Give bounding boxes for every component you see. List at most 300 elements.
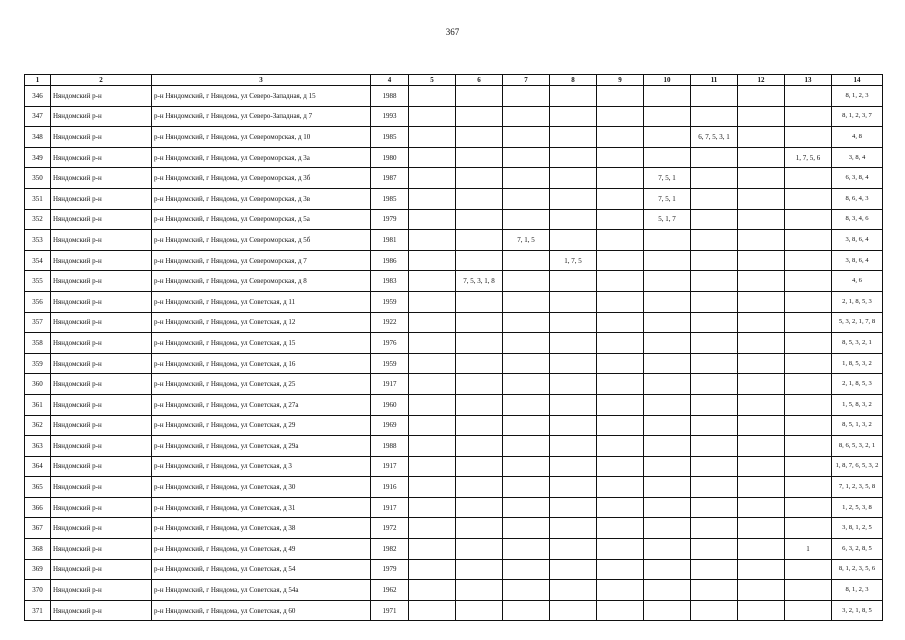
cell-col-11 (691, 353, 738, 374)
cell-year: 1988 (371, 436, 409, 457)
cell-row-number: 366 (25, 497, 51, 518)
cell-col-14: 8, 5, 1, 3, 2 (832, 415, 883, 436)
cell-address: р-н Няндомский, г Няндома, ул Северо-Западная, д 7 (152, 106, 371, 127)
cell-district: Няндомский р-н (51, 291, 152, 312)
cell-col-9 (597, 456, 644, 477)
cell-year: 1988 (371, 86, 409, 107)
table-row (25, 374, 883, 395)
cell-address: р-н Няндомский, г Няндома, ул Советская, д 11 (152, 291, 371, 312)
cell-district: Няндомский р-н (51, 147, 152, 168)
cell-col-11 (691, 312, 738, 333)
cell-col-6 (456, 353, 503, 374)
cell-col-7 (503, 127, 550, 148)
cell-col-7 (503, 436, 550, 457)
cell-address: р-н Няндомский, г Няндома, ул Североморская, д 8 (152, 271, 371, 292)
cell-col-6 (456, 497, 503, 518)
cell-address: р-н Няндомский, г Няндома, ул Советская, д 25 (152, 374, 371, 395)
cell-col-13 (785, 291, 832, 312)
table-row (25, 600, 883, 621)
cell-year: 1979 (371, 559, 409, 580)
cell-col-10 (644, 333, 691, 354)
cell-district: Няндомский р-н (51, 312, 152, 333)
cell-col-7 (503, 168, 550, 189)
cell-col-11 (691, 559, 738, 580)
table-row (25, 436, 883, 457)
cell-col-9 (597, 497, 644, 518)
cell-col-11 (691, 374, 738, 395)
cell-col-10 (644, 394, 691, 415)
cell-col-14: 3, 8, 1, 2, 5 (832, 518, 883, 539)
cell-col-12 (738, 559, 785, 580)
table-row (25, 230, 883, 251)
cell-col-11 (691, 230, 738, 251)
cell-col-8 (550, 168, 597, 189)
cell-col-8 (550, 312, 597, 333)
cell-col-5 (409, 456, 456, 477)
cell-year: 1960 (371, 394, 409, 415)
cell-col-5 (409, 188, 456, 209)
cell-year: 1983 (371, 271, 409, 292)
cell-col-7 (503, 394, 550, 415)
cell-col-7 (503, 209, 550, 230)
cell-year: 1917 (371, 374, 409, 395)
cell-col-12 (738, 209, 785, 230)
cell-col-13 (785, 415, 832, 436)
cell-col-6 (456, 106, 503, 127)
table-row (25, 86, 883, 107)
cell-col-6 (456, 312, 503, 333)
cell-address: р-н Няндомский, г Няндома, ул Советская, д 30 (152, 477, 371, 498)
cell-col-9 (597, 168, 644, 189)
cell-col-6 (456, 291, 503, 312)
cell-col-13 (785, 312, 832, 333)
cell-col-14: 3, 8, 4 (832, 147, 883, 168)
cell-col-10 (644, 312, 691, 333)
cell-col-11 (691, 250, 738, 271)
cell-year: 1993 (371, 106, 409, 127)
cell-col-7 (503, 518, 550, 539)
cell-col-9 (597, 518, 644, 539)
cell-col-10 (644, 291, 691, 312)
cell-col-5 (409, 147, 456, 168)
cell-col-9 (597, 539, 644, 560)
cell-row-number: 368 (25, 539, 51, 560)
cell-address: р-н Няндомский, г Няндома, ул Советская, д 12 (152, 312, 371, 333)
cell-col-11 (691, 436, 738, 457)
building-register-table (24, 74, 883, 621)
cell-district: Няндомский р-н (51, 86, 152, 107)
table-row (25, 497, 883, 518)
cell-col-6 (456, 168, 503, 189)
cell-col-6 (456, 394, 503, 415)
column-header-6: 6 (456, 75, 503, 86)
cell-col-11 (691, 291, 738, 312)
cell-col-12 (738, 127, 785, 148)
cell-address: р-н Няндомский, г Няндома, ул Североморская, д 3в (152, 188, 371, 209)
cell-col-9 (597, 477, 644, 498)
cell-col-9 (597, 394, 644, 415)
cell-col-9 (597, 127, 644, 148)
cell-district: Няндомский р-н (51, 127, 152, 148)
column-header-10: 10 (644, 75, 691, 86)
cell-col-7 (503, 106, 550, 127)
cell-row-number: 350 (25, 168, 51, 189)
cell-col-10 (644, 86, 691, 107)
cell-col-14: 4, 6 (832, 271, 883, 292)
cell-row-number: 363 (25, 436, 51, 457)
cell-col-14: 8, 5, 3, 2, 1 (832, 333, 883, 354)
table-row (25, 559, 883, 580)
cell-col-12 (738, 188, 785, 209)
table-row (25, 106, 883, 127)
cell-col-8 (550, 271, 597, 292)
cell-col-6 (456, 188, 503, 209)
cell-year: 1969 (371, 415, 409, 436)
cell-col-14: 1, 8, 5, 3, 2 (832, 353, 883, 374)
cell-col-5 (409, 86, 456, 107)
cell-col-13 (785, 188, 832, 209)
cell-year: 1917 (371, 497, 409, 518)
cell-year: 1972 (371, 518, 409, 539)
cell-address: р-н Няндомский, г Няндома, ул Североморская, д 5б (152, 230, 371, 251)
cell-col-14: 3, 2, 1, 8, 5 (832, 600, 883, 621)
cell-col-9 (597, 106, 644, 127)
cell-col-14: 1, 2, 5, 3, 8 (832, 497, 883, 518)
cell-address: р-н Няндомский, г Няндома, ул Советская, д 16 (152, 353, 371, 374)
cell-address: р-н Няндомский, г Няндома, ул Североморская, д 3а (152, 147, 371, 168)
cell-col-14: 3, 8, 6, 4 (832, 230, 883, 251)
cell-year: 1986 (371, 250, 409, 271)
cell-col-12 (738, 415, 785, 436)
cell-col-5 (409, 497, 456, 518)
cell-col-13 (785, 230, 832, 251)
cell-col-13 (785, 127, 832, 148)
cell-year: 1987 (371, 168, 409, 189)
cell-col-9 (597, 580, 644, 601)
table-row (25, 518, 883, 539)
cell-row-number: 365 (25, 477, 51, 498)
cell-col-13 (785, 353, 832, 374)
cell-col-8 (550, 353, 597, 374)
cell-col-9 (597, 333, 644, 354)
cell-col-10 (644, 271, 691, 292)
cell-col-11 (691, 394, 738, 415)
cell-col-5 (409, 271, 456, 292)
cell-col-12 (738, 456, 785, 477)
cell-col-10 (644, 497, 691, 518)
cell-col-14: 8, 6, 5, 3, 2, 1 (832, 436, 883, 457)
cell-col-10 (644, 477, 691, 498)
cell-col-11 (691, 539, 738, 560)
cell-district: Няндомский р-н (51, 580, 152, 601)
cell-row-number: 347 (25, 106, 51, 127)
cell-district: Няндомский р-н (51, 230, 152, 251)
cell-row-number: 357 (25, 312, 51, 333)
cell-col-14: 8, 1, 2, 3 (832, 86, 883, 107)
cell-col-6: 7, 5, 3, 1, 8 (456, 271, 503, 292)
cell-address: р-н Няндомский, г Няндома, ул Северо-Западная, д 15 (152, 86, 371, 107)
cell-col-14: 6, 3, 2, 8, 5 (832, 539, 883, 560)
cell-col-7: 7, 1, 5 (503, 230, 550, 251)
cell-year: 1959 (371, 353, 409, 374)
header-row (25, 75, 883, 86)
cell-col-14: 8, 1, 2, 3 (832, 580, 883, 601)
cell-col-12 (738, 250, 785, 271)
cell-col-14: 7, 1, 2, 3, 5, 8 (832, 477, 883, 498)
cell-col-12 (738, 477, 785, 498)
table-row (25, 168, 883, 189)
cell-row-number: 349 (25, 147, 51, 168)
cell-col-6 (456, 374, 503, 395)
cell-col-13 (785, 497, 832, 518)
cell-col-5 (409, 518, 456, 539)
cell-col-14: 8, 6, 4, 3 (832, 188, 883, 209)
cell-col-10: 7, 5, 1 (644, 168, 691, 189)
cell-col-9 (597, 230, 644, 251)
cell-col-8 (550, 415, 597, 436)
cell-col-8 (550, 374, 597, 395)
cell-col-11 (691, 518, 738, 539)
cell-row-number: 362 (25, 415, 51, 436)
column-header-9: 9 (597, 75, 644, 86)
cell-col-14: 8, 1, 2, 3, 5, 6 (832, 559, 883, 580)
cell-col-6 (456, 127, 503, 148)
cell-row-number: 346 (25, 86, 51, 107)
cell-col-11 (691, 188, 738, 209)
cell-row-number: 360 (25, 374, 51, 395)
cell-row-number: 348 (25, 127, 51, 148)
cell-year: 1962 (371, 580, 409, 601)
cell-col-7 (503, 353, 550, 374)
column-header-5: 5 (409, 75, 456, 86)
cell-col-9 (597, 353, 644, 374)
cell-district: Няндомский р-н (51, 168, 152, 189)
cell-col-14: 1, 5, 8, 3, 2 (832, 394, 883, 415)
cell-col-6 (456, 559, 503, 580)
cell-year: 1917 (371, 456, 409, 477)
cell-col-13 (785, 86, 832, 107)
cell-col-10 (644, 127, 691, 148)
cell-year: 1971 (371, 600, 409, 621)
cell-row-number: 352 (25, 209, 51, 230)
column-header-8: 8 (550, 75, 597, 86)
cell-col-6 (456, 436, 503, 457)
cell-col-5 (409, 209, 456, 230)
cell-year: 1985 (371, 127, 409, 148)
cell-col-11: 6, 7, 5, 3, 1 (691, 127, 738, 148)
cell-col-6 (456, 580, 503, 601)
cell-col-10 (644, 539, 691, 560)
cell-col-7 (503, 188, 550, 209)
cell-col-11 (691, 333, 738, 354)
cell-col-6 (456, 333, 503, 354)
cell-col-7 (503, 271, 550, 292)
table-row (25, 188, 883, 209)
cell-row-number: 359 (25, 353, 51, 374)
cell-col-10 (644, 230, 691, 251)
cell-address: р-н Няндомский, г Няндома, ул Советская, д 60 (152, 600, 371, 621)
cell-district: Няндомский р-н (51, 106, 152, 127)
cell-col-14: 4, 8 (832, 127, 883, 148)
cell-col-5 (409, 436, 456, 457)
cell-col-12 (738, 230, 785, 251)
table-row (25, 312, 883, 333)
cell-col-7 (503, 86, 550, 107)
cell-col-10 (644, 559, 691, 580)
cell-col-12 (738, 168, 785, 189)
cell-district: Няндомский р-н (51, 415, 152, 436)
cell-col-13 (785, 333, 832, 354)
column-header-11: 11 (691, 75, 738, 86)
cell-district: Няндомский р-н (51, 518, 152, 539)
cell-col-6 (456, 86, 503, 107)
cell-address: р-н Няндомский, г Няндома, ул Советская, д 15 (152, 333, 371, 354)
cell-col-7 (503, 374, 550, 395)
cell-address: р-н Няндомский, г Няндома, ул Советская, д 54 (152, 559, 371, 580)
cell-district: Няндомский р-н (51, 250, 152, 271)
cell-col-9 (597, 374, 644, 395)
cell-col-14: 1, 8, 7, 6, 5, 3, 2 (832, 456, 883, 477)
cell-col-9 (597, 188, 644, 209)
cell-col-8 (550, 518, 597, 539)
cell-district: Няндомский р-н (51, 497, 152, 518)
cell-district: Няндомский р-н (51, 271, 152, 292)
table-body (25, 86, 883, 621)
cell-col-8: 1, 7, 5 (550, 250, 597, 271)
cell-col-5 (409, 250, 456, 271)
cell-district: Няндомский р-н (51, 559, 152, 580)
column-header-1: 1 (25, 75, 51, 86)
cell-address: р-н Няндомский, г Няндома, ул Североморская, д 3б (152, 168, 371, 189)
cell-col-8 (550, 333, 597, 354)
cell-row-number: 356 (25, 291, 51, 312)
cell-col-9 (597, 86, 644, 107)
cell-col-13: 1, 7, 5, 6 (785, 147, 832, 168)
cell-col-13 (785, 374, 832, 395)
cell-col-11 (691, 456, 738, 477)
cell-row-number: 354 (25, 250, 51, 271)
cell-col-6 (456, 209, 503, 230)
cell-col-10 (644, 250, 691, 271)
cell-col-12 (738, 147, 785, 168)
cell-col-12 (738, 600, 785, 621)
cell-col-8 (550, 230, 597, 251)
cell-col-13 (785, 600, 832, 621)
cell-address: р-н Няндомский, г Няндома, ул Североморская, д 5а (152, 209, 371, 230)
cell-district: Няндомский р-н (51, 477, 152, 498)
cell-col-7 (503, 497, 550, 518)
cell-col-6 (456, 415, 503, 436)
cell-col-10 (644, 436, 691, 457)
table-row (25, 394, 883, 415)
cell-col-11 (691, 477, 738, 498)
cell-district: Няндомский р-н (51, 374, 152, 395)
cell-district: Няндомский р-н (51, 456, 152, 477)
table-row (25, 291, 883, 312)
cell-col-13 (785, 209, 832, 230)
table-row (25, 456, 883, 477)
cell-address: р-н Няндомский, г Няндома, ул Советская, д 38 (152, 518, 371, 539)
table-row (25, 333, 883, 354)
column-header-12: 12 (738, 75, 785, 86)
cell-col-12 (738, 539, 785, 560)
table-row (25, 477, 883, 498)
cell-address: р-н Няндомский, г Няндома, ул Советская, д 54а (152, 580, 371, 601)
cell-col-8 (550, 127, 597, 148)
cell-col-5 (409, 559, 456, 580)
cell-col-12 (738, 580, 785, 601)
cell-col-12 (738, 374, 785, 395)
cell-col-10 (644, 456, 691, 477)
cell-col-11 (691, 86, 738, 107)
cell-district: Няндомский р-н (51, 333, 152, 354)
cell-col-9 (597, 271, 644, 292)
cell-col-13 (785, 250, 832, 271)
cell-col-12 (738, 333, 785, 354)
cell-col-11 (691, 271, 738, 292)
cell-district: Няндомский р-н (51, 394, 152, 415)
cell-col-7 (503, 477, 550, 498)
cell-year: 1979 (371, 209, 409, 230)
cell-col-12 (738, 394, 785, 415)
cell-col-5 (409, 415, 456, 436)
cell-col-5 (409, 394, 456, 415)
cell-col-12 (738, 497, 785, 518)
cell-year: 1959 (371, 291, 409, 312)
cell-col-8 (550, 456, 597, 477)
cell-row-number: 371 (25, 600, 51, 621)
cell-col-8 (550, 106, 597, 127)
cell-col-11 (691, 580, 738, 601)
cell-col-5 (409, 312, 456, 333)
cell-district: Няндомский р-н (51, 436, 152, 457)
cell-col-10 (644, 353, 691, 374)
cell-col-8 (550, 394, 597, 415)
cell-col-5 (409, 374, 456, 395)
cell-col-12 (738, 436, 785, 457)
cell-col-11 (691, 415, 738, 436)
cell-col-14: 5, 3, 2, 1, 7, 8 (832, 312, 883, 333)
cell-district: Няндомский р-н (51, 188, 152, 209)
cell-row-number: 361 (25, 394, 51, 415)
cell-col-13: 1 (785, 539, 832, 560)
cell-col-14: 6, 3, 8, 4 (832, 168, 883, 189)
column-header-2: 2 (51, 75, 152, 86)
cell-col-13 (785, 518, 832, 539)
cell-address: р-н Няндомский, г Няндома, ул Советская, д 31 (152, 497, 371, 518)
cell-col-11 (691, 600, 738, 621)
cell-col-6 (456, 147, 503, 168)
table-row (25, 580, 883, 601)
cell-row-number: 355 (25, 271, 51, 292)
cell-address: р-н Няндомский, г Няндома, ул Советская, д 27а (152, 394, 371, 415)
cell-col-11 (691, 168, 738, 189)
cell-col-10 (644, 580, 691, 601)
cell-col-9 (597, 312, 644, 333)
cell-col-12 (738, 312, 785, 333)
cell-col-10 (644, 147, 691, 168)
cell-col-6 (456, 600, 503, 621)
cell-col-5 (409, 168, 456, 189)
cell-col-8 (550, 86, 597, 107)
page-number: 367 (445, 27, 460, 37)
table-row (25, 539, 883, 560)
cell-col-9 (597, 600, 644, 621)
cell-col-5 (409, 353, 456, 374)
cell-col-13 (785, 271, 832, 292)
table-row (25, 250, 883, 271)
cell-year: 1916 (371, 477, 409, 498)
